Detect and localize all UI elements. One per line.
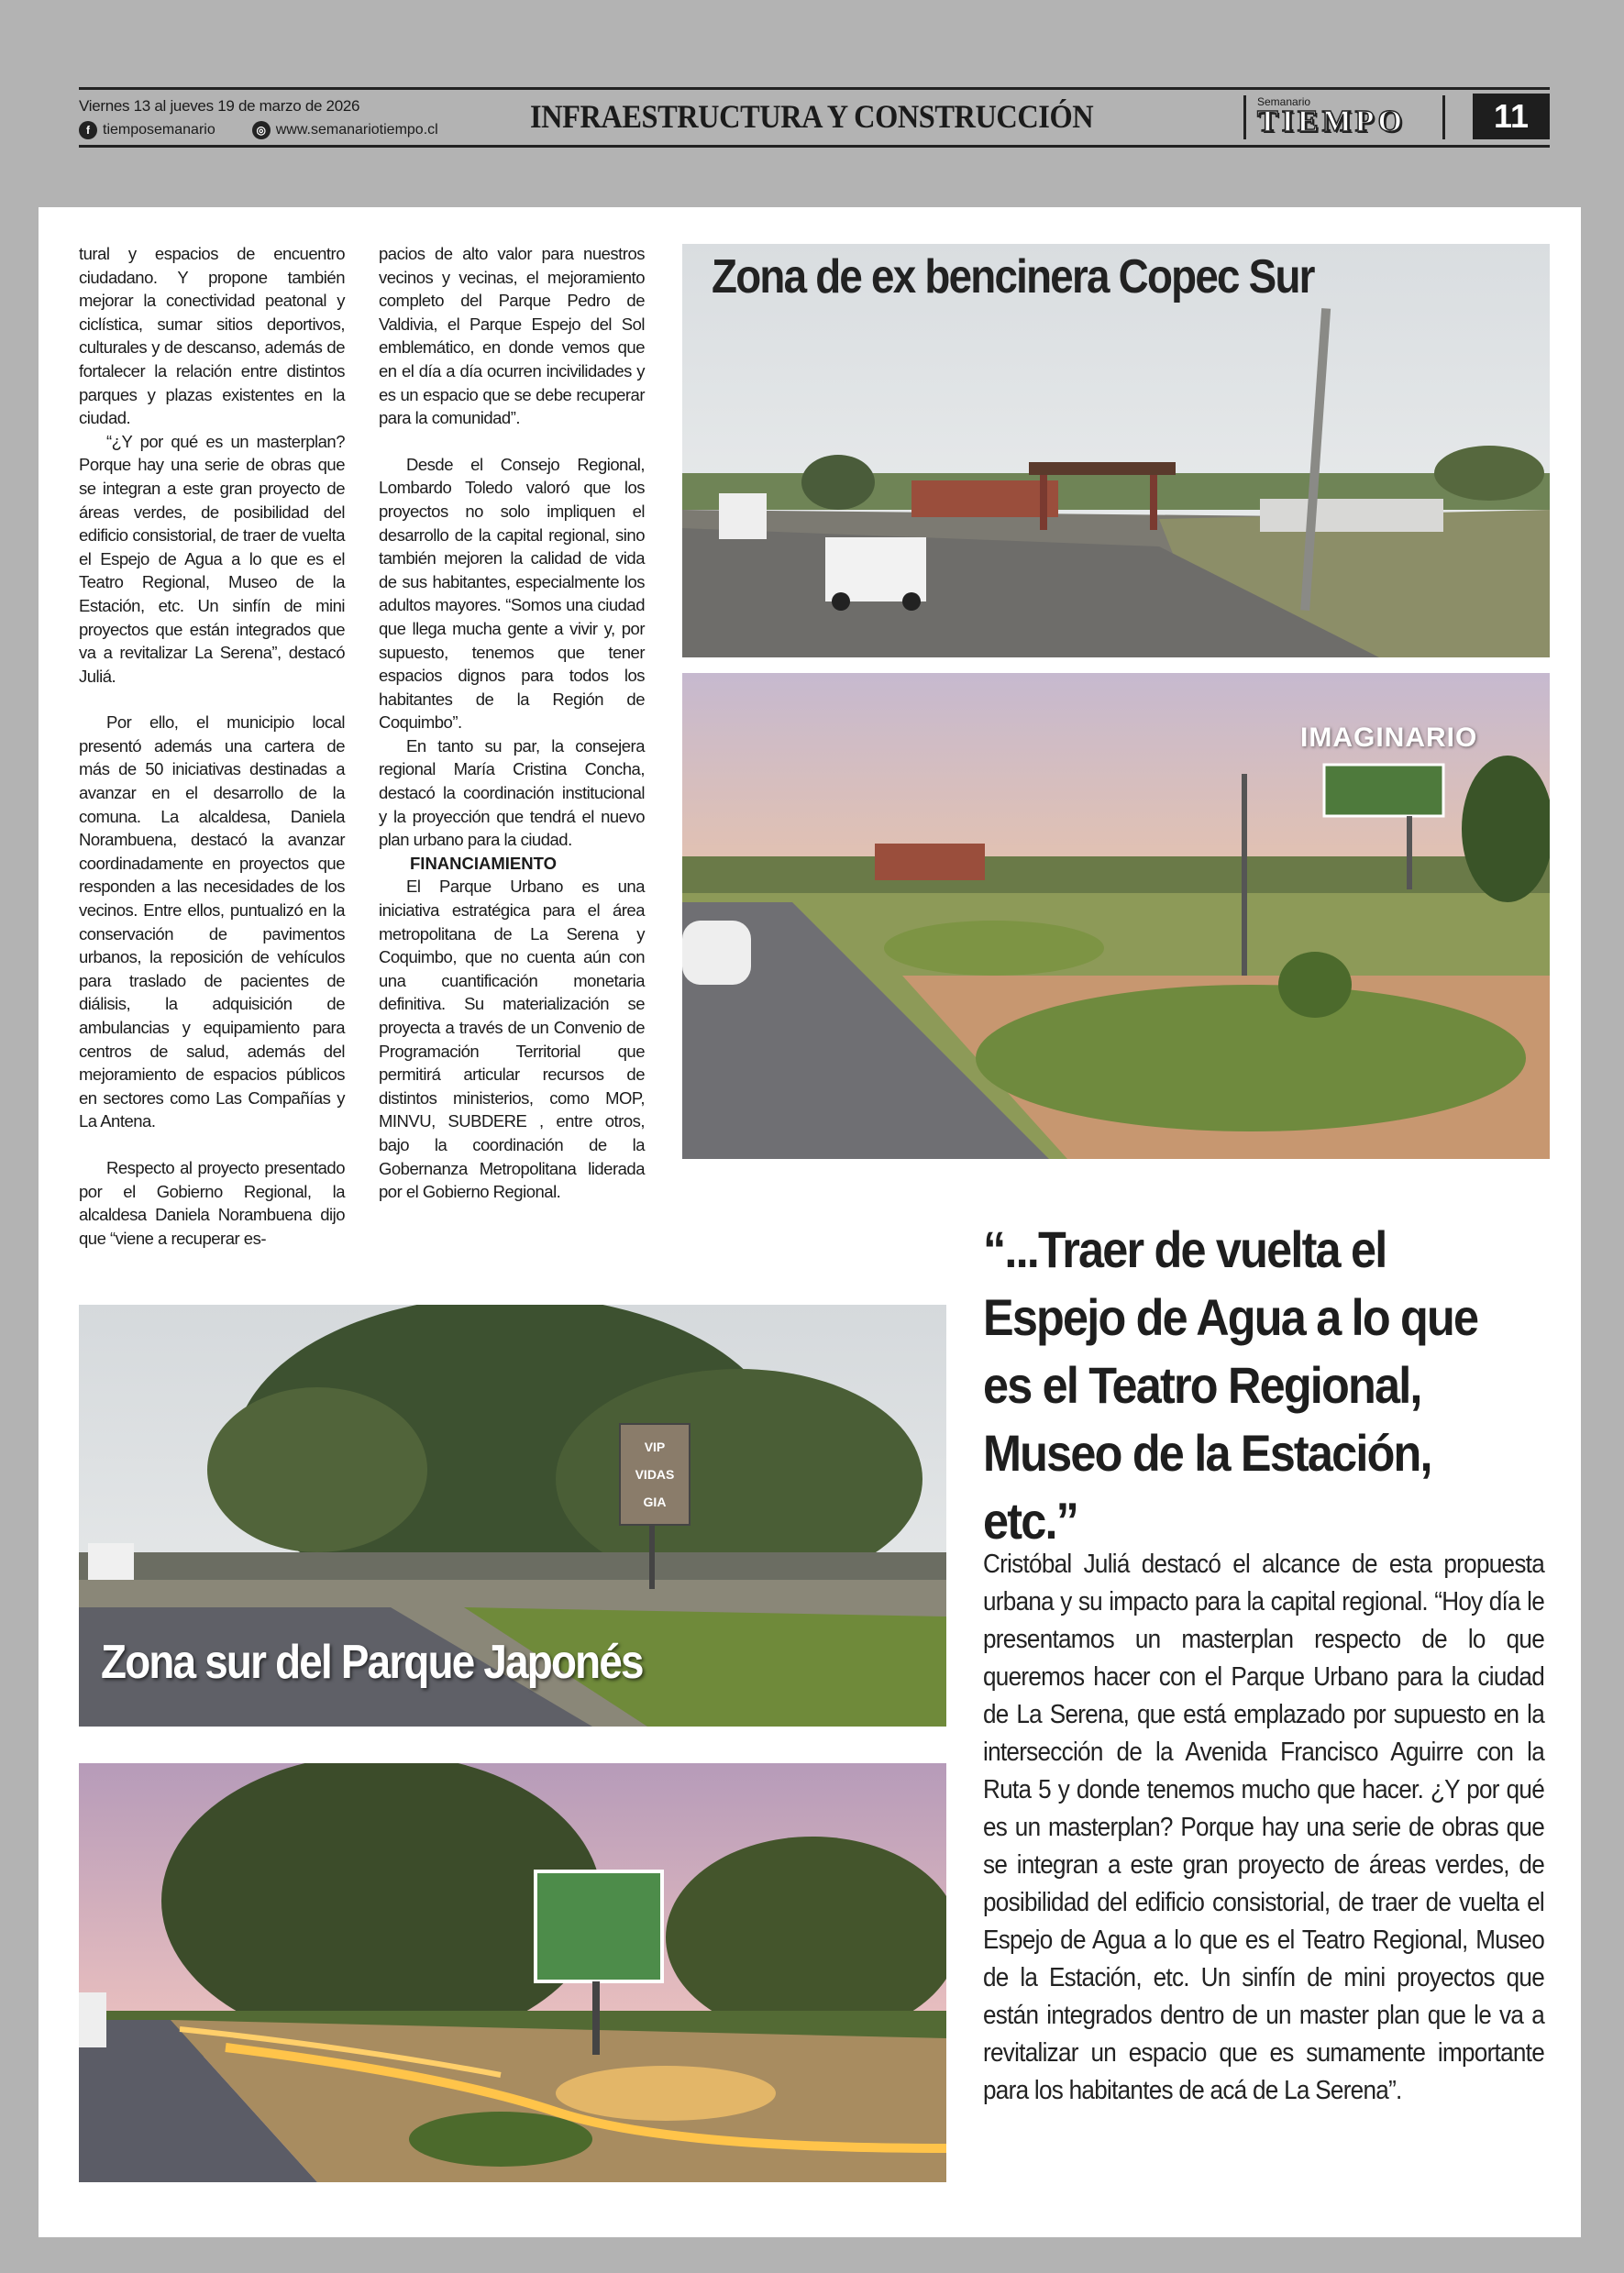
render-tag: IMAGINARIO (1300, 723, 1478, 753)
brand-kicker: Semanario (1257, 95, 1311, 108)
website-link[interactable] (252, 121, 438, 139)
photo-ex-copec (682, 244, 1550, 657)
paragraph: El Parque Urbano es una iniciativa estratégica para el área metropolitana de La Serena y Coquimbo, que no cuenta aún con una cuantificación monetaria definitiva. Su materialización se proyecta a través de un Convenio de Programación Territorial que permitirá articular recursos de distintos ministerios, como MOP, MINVU, SUBDERE , entre otros, bajo la coordinación de la Gobernanza Metropolitana liderada por el Gobierno Regional. (379, 877, 645, 1202)
photo-caption: Zona de ex bencinera Copec Sur (712, 250, 1314, 303)
facebook-link[interactable] (79, 121, 215, 139)
social-links (79, 121, 438, 139)
page-header (79, 87, 1550, 148)
issue-date: Viernes 13 al jueves 19 de marzo de 2026 (79, 97, 360, 115)
brand-logo (1243, 95, 1445, 139)
paragraph: “¿Y por qué es un masterplan? Porque hay una serie de obras que se integran a este gran proyecto de áreas verdes, de posibilidad del edificio consistorial, de traer de vuelta el Espejo de Agua a lo que es el Teatro Regional, Museo de la Estación, etc. Un sinfín de mini proyectos que están integrados que va a revitalizar La Serena”, destacó Juliá. (79, 431, 345, 686)
brand-name: TIEMPO (1257, 105, 1406, 138)
paragraph: Por ello, el municipio local presentó además una cartera de más de 50 iniciativas destinadas a avanzar en el desarrollo de la comuna. La alcaldesa, Daniela Norambuena, destacó la avanzar coordinadamente en proyectos que responden a las necesidades de los vecinos. Entre ellos, puntualizó en la conservación de pavimentos urbanos, la reposición de vehículos para traslado de pacientes de diálisis, la adquisición de ambulancias y equipamiento para centros de salud, además del mejoramiento de espacios públicos en sectores como Las Compañías y La Antena. (79, 712, 345, 1131)
website-url: www.semanariotiempo.cl (275, 122, 438, 138)
photo-caption: Zona sur del Parque Japonés (101, 1636, 643, 1689)
paragraph: Respecto al proyecto presentado por el Gobierno Regional, la alcaldesa Daniela Norambuena dijo que “viene a recuperar es- (79, 1157, 345, 1248)
facebook-icon: f (79, 121, 97, 139)
facebook-handle: tiemposemanario (103, 122, 215, 138)
sidebar-body-text: Cristóbal Juliá destacó el alcance de esta propuesta urbana y su impacto para la capital regional. “Hoy día le presentamos un masterplan respecto de lo que queremos hacer con el Parque Urbano para la ciudad de La Serena, que está emplazado por supuesto en la intersección de la Avenida Francisco Aguirre con la Ruta 5 y donde tenemos mucho que hacer. ¿Y por qué es un masterplan? Porque hay una serie de obras que se integran a este gran proyecto de áreas verdes, de posibilidad del edificio consistorial, de traer de vuelta el Espejo de Agua a lo que es el Teatro Regional, Museo de la Estación, etc. Un sinfín de mini proyectos que están integrados dentro de un master plan que le va a revitalizar un espacio que es sumamente importante para los habitantes de acá de La Serena”. (983, 1550, 1544, 2105)
render-parque-japones (79, 1763, 946, 2182)
article-page (39, 207, 1581, 2237)
photo-parque-japones (79, 1305, 946, 1727)
render-park-copec (682, 673, 1550, 1159)
section-title: INFRAESTRUCTURA Y CONSTRUCCIÓN (530, 98, 1094, 135)
article-column-1 (79, 242, 345, 1250)
globe-icon: ◎ (252, 121, 271, 139)
paragraph: En tanto su par, la consejera regional María Cristina Concha, destacó la coordinación institucional y la proyección que tendrá el nuevo plan urbano para la ciudad. (379, 735, 645, 850)
pull-quote: “...Traer de vuelta el Espejo de Agua a lo que es el Teatro Regional, Museo de la Estación, etc.” (983, 1220, 1478, 1550)
paragraph: pacios de alto valor para nuestros vecinos y vecinas, el mejoramiento completo del Parque Pedro de Valdivia, el Parque Espejo del Sol emblemático, en donde vemos que en el día a día ocurren incivilidades y es un espacio que se debe recuperar para la comunidad”. (379, 244, 645, 428)
paragraph: tural y espacios de encuentro ciudadano. Y propone también mejorar la conectividad peatonal y ciclística, sumar sitios deportivos, culturales y de descanso, además de fortalecer la relación entre distintos parques y plazas existentes en la ciudad. (79, 244, 345, 428)
article-column-2 (379, 242, 645, 1204)
paragraph: Desde el Consejo Regional, Lombardo Toledo valoró que los proyectos no solo impliquen el desarrollo de la capital regional, sino también mejoren la calidad de vida de sus habitantes, especialmente los adultos mayores. “Somos una ciudad que llega mucha gente a vivir y, por supuesto, tenemos que tener espacios dignos para todos los habitantes de la Región de Coquimbo”. (379, 454, 645, 733)
section-subheading: FINANCIAMIENTO (410, 853, 557, 873)
billboard-text: VIP VIDAS GIA (635, 1440, 675, 1509)
page-number: 11 (1473, 94, 1550, 139)
